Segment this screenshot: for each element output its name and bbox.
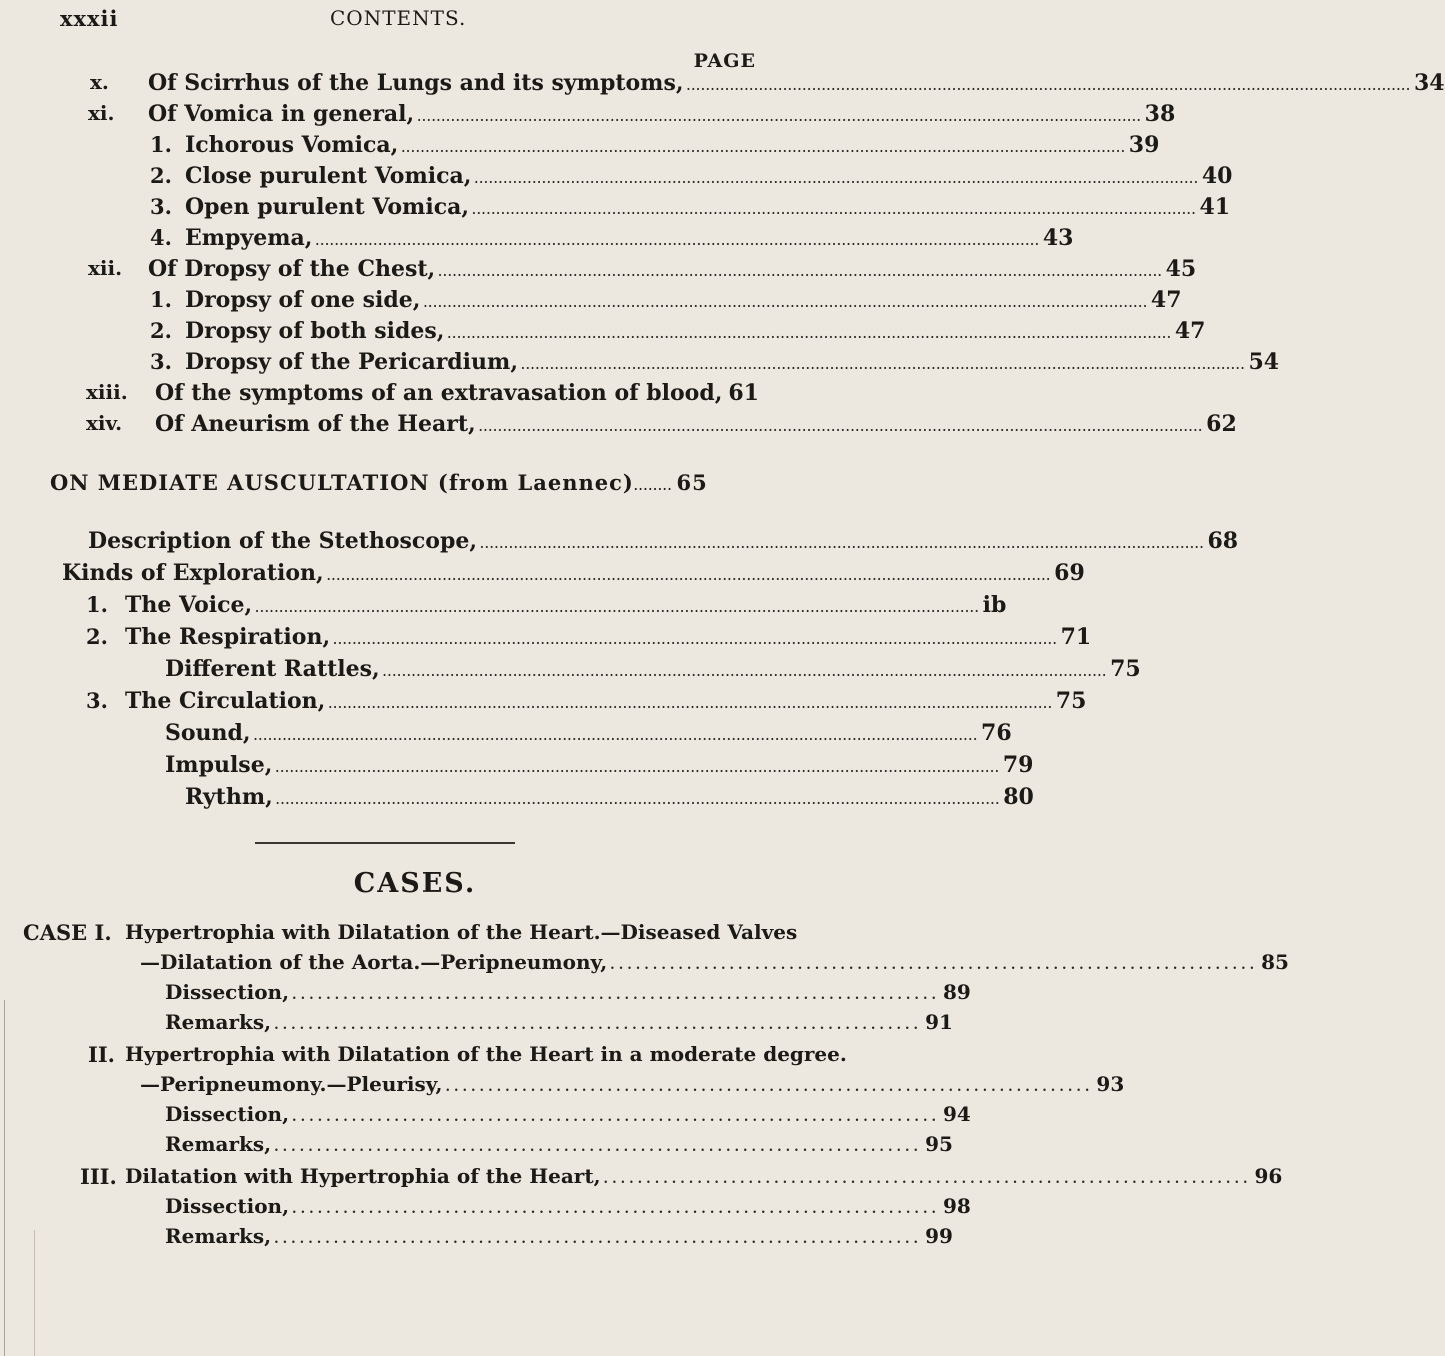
entry-title: Dilatation with Hypertrophia of the Heart, [125,1164,601,1188]
section-divider [255,842,515,844]
toc-entry [0,194,1231,228]
entry-title: Rythm, [185,784,273,810]
toc-entry [0,318,1206,352]
entry-page: 89 [943,980,971,1004]
case-title: Hypertrophia with Dilatation of the Heart.—Diseased Valves [125,920,798,944]
entry-page: 68 [1207,528,1239,554]
entry-title: Kinds of Exploration, [62,560,324,586]
entry-page: 47 [1174,318,1206,344]
entry-number: xiv. [86,411,123,435]
toc-entry [0,752,1034,786]
entry-number: 1. [150,132,172,157]
entry-page: 38 [1144,101,1176,127]
case-label: CASE I. [23,920,112,945]
toc-entry [0,656,1141,690]
entry-title: The Respiration, [125,624,331,650]
entry-page: 75 [1110,656,1141,682]
entry-title: Close purulent Vomica, [185,163,472,189]
entry-title: Dissection, [165,980,290,1004]
entry-title: Sound, [165,720,251,746]
case-title: Hypertrophia with Dilatation of the Heart in a moderate degree. [125,1042,847,1066]
entry-page: 40 [1201,163,1233,189]
toc-entry [0,1164,1283,1198]
entry-title: Dropsy of one side, [185,287,421,313]
dot-leader: ...................................................................................................................................................... [275,762,1000,775]
running-title: CONTENTS. [330,6,467,30]
entry-title: Of Vomica in general, [148,101,415,127]
entry-title: The Voice, [125,592,253,618]
toc-entry [0,720,1012,754]
entry-page: 76 [981,720,1012,746]
entry-title: Different Rattles, [165,656,380,682]
entry-page: 96 [1254,1164,1283,1188]
entry-page: 94 [943,1102,971,1126]
entry-title: The Circulation, [125,688,326,714]
section-heading [50,470,708,495]
toc-entry [0,256,1197,290]
toc-entry [0,1194,971,1228]
entry-page: 99 [925,1224,953,1248]
page-edge-shadow [34,1230,35,1356]
section-heading-text: ON MEDIATE AUSCULTATION (from Laennec) [50,470,634,495]
case-label: III. [80,1164,117,1189]
toc-entry [0,70,1445,104]
dot-leader: ...................................................................................................................................................... [447,328,1172,341]
page-edge-shadow [4,1000,5,1356]
entry-title: Dropsy of the Pericardium, [185,349,518,375]
cases-title: CASES. [353,868,477,899]
entry-page: 41 [1199,194,1231,220]
entry-page: 71 [1060,624,1092,650]
toc-entry [0,528,1239,562]
entry-title: Of Scirrhus of the Lungs and its symptoms, [148,70,684,96]
dot-leader: ...................................................................................................................................................... [315,235,1040,248]
toc-entry [0,1072,1125,1106]
toc-entry [0,980,971,1014]
dot-leader: ............................................................................ [292,1110,941,1125]
entry-page: 75 [1055,688,1087,714]
page-folio: xxxii [60,6,119,31]
entry-title: Open purulent Vomica, [185,194,470,220]
dot-leader: ...................................................................................................................................................... [401,142,1126,155]
page-header [0,6,800,36]
entry-page: 69 [1054,560,1085,586]
toc-entry [0,624,1092,658]
dot-leader: ...................................................................................................................................................... [328,698,1053,711]
toc-entry [0,1010,953,1044]
entry-page: 34 [1413,70,1445,96]
toc-entry [0,1224,953,1258]
entry-title: Dissection, [165,1102,290,1126]
toc-entry [0,349,1280,383]
entry-title: —Peripneumony.—Pleurisy, [140,1072,443,1096]
toc-entry [0,560,1085,594]
entry-title: Dissection, [165,1194,290,1218]
dot-leader: ...................................................................................................................................................... [275,794,1001,807]
dot-leader: ...................................................................................................................................................... [423,297,1148,310]
dot-leader: ...................................................................................................................................................... [478,421,1204,434]
dot-leader: ...................................................................................................................................................... [333,634,1058,647]
dot-leader: ............................................................................ [274,1232,923,1247]
toc-entry [0,101,1176,135]
section-heading-page: 65 [676,470,708,495]
toc-entry [0,411,1237,445]
toc-entry [0,950,1289,984]
entry-number: xii. [88,256,123,280]
dot-leader: ...................................................................................................................................................... [474,173,1199,186]
entry-page: 98 [943,1194,971,1218]
toc-entry [0,688,1087,722]
dot-leader: ............................................................................ [603,1172,1252,1187]
entry-page: 43 [1042,225,1074,251]
dot-leader: ...................................................................................................................................................... [417,111,1142,124]
page-column-label: PAGE [693,50,756,72]
dot-leader: ............................................................................ [610,958,1259,973]
entry-title: Description of the Stethoscope, [88,528,478,554]
entry-title: Of Dropsy of the Chest, [148,256,436,282]
entry-page: 61 [728,380,759,406]
toc-entry [0,1132,953,1166]
entry-page: 95 [925,1132,953,1156]
entry-page: 45 [1165,256,1197,282]
entry-number: 2. [86,624,108,649]
entry-title: Remarks, [165,1132,272,1156]
entry-number: 3. [86,688,108,713]
entry-title: Dropsy of both sides, [185,318,445,344]
entry-number: xiii. [86,380,128,404]
dot-leader: ...................................................................................................................................................... [480,538,1205,551]
entry-number: 1. [86,592,108,617]
dot-leader: ...................................................................................................................................................... [326,570,1052,583]
toc-entry [0,784,1034,818]
dot-leader: ............................................................................ [292,1202,941,1217]
entry-page: 80 [1003,784,1034,810]
dot-leader: ............................................................................ [292,988,941,1003]
toc-entry [0,225,1074,259]
entry-title: Of Aneurism of the Heart, [155,411,476,437]
toc-entry [0,163,1233,197]
dot-leader: ...................................................................................................................................................... [255,602,980,615]
dot-leader: ...................................................................................................................................................... [472,204,1197,217]
entry-page: 54 [1248,349,1280,375]
entry-title: Remarks, [165,1224,272,1248]
entry-number: 2. [150,318,172,343]
entry-page: ib [982,592,1007,618]
entry-number: 3. [150,194,172,219]
entry-number: x. [90,70,109,94]
entry-page: 85 [1261,950,1289,974]
entry-page: 47 [1150,287,1182,313]
dot-leader: ...................................................................................................................................................... [520,359,1246,372]
toc-entry [0,380,800,414]
dot-leader: ...................................................................................................................................................... [382,666,1108,679]
entry-page: 93 [1096,1072,1125,1096]
dot-leader: ...................................................................................................................................................... [438,266,1163,279]
dot-leader: ...................................................................................................................................................... [253,730,979,743]
entry-page: 91 [925,1010,953,1034]
toc-entry [0,287,1182,321]
toc-entry [0,1102,971,1136]
entry-title: Ichorous Vomica, [185,132,399,158]
entry-title: —Dilatation of the Aorta.—Peripneumony, [140,950,608,974]
entry-title: Empyema, [185,225,313,251]
entry-title: Remarks, [165,1010,272,1034]
dot-leader: ............................................................................ [274,1018,923,1033]
entry-page: 39 [1128,132,1160,158]
entry-number: 3. [150,349,172,374]
entry-page: 79 [1002,752,1034,778]
dot-leader: ...................................................................................................................................................... [686,80,1411,93]
entry-number: 1. [150,287,172,312]
toc-entry [0,592,1007,626]
entry-title: Of the symptoms of an extravasation of blood, [155,380,723,406]
entry-title: Impulse, [165,752,273,778]
entry-number: xi. [88,101,115,125]
entry-number: 2. [150,163,172,188]
entry-page: 62 [1206,411,1237,437]
dot-leader: ........ [633,480,673,493]
toc-entry [0,132,1160,166]
dot-leader: ............................................................................ [445,1080,1094,1095]
dot-leader: ............................................................................ [274,1140,923,1155]
entry-number: 4. [150,225,172,250]
case-label: II. [88,1042,115,1067]
